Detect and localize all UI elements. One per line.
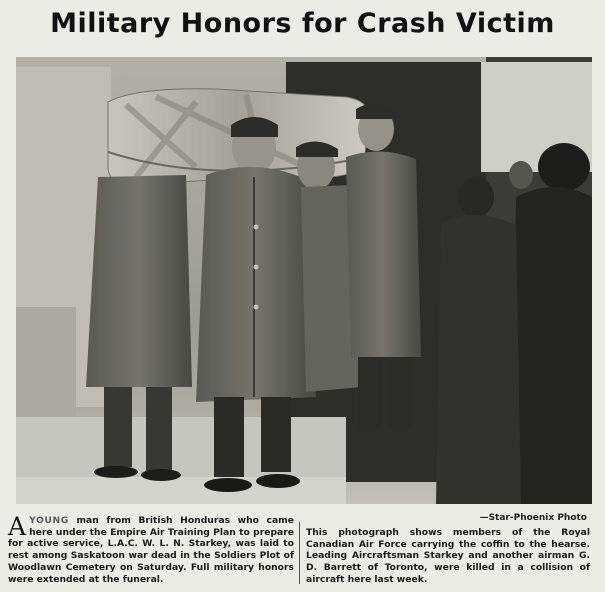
photo-credit: —Star-Phoenix Photo [479, 513, 587, 523]
caption-right-text: This photograph shows members of the Royal Canadian Air Force carrying the coffin to the hearse. Leading Aircraftsman Starkey and another airman G. D. Barrett of Toronto, were killed in a collision of aircraft here last week. [306, 527, 590, 585]
headline: Military Honors for Crash Victim [50, 8, 555, 39]
caption-left-column [8, 512, 294, 585]
news-photo [16, 57, 592, 504]
drop-cap: A [8, 512, 27, 541]
caption-right-column [306, 527, 590, 586]
column-divider [299, 522, 300, 584]
caption-left-text: man from British Honduras who came here under the Empire Air Training Plan to prepare for active service, L.A.C. W. L. N. Starkey, was laid to rest among Saskatoon war dead in the Soldiers Plot of Woodlawn Cemetery on Saturday. Full military honors were extended at the funeral. [8, 515, 294, 585]
caption-lead-word: YOUNG [29, 515, 69, 526]
